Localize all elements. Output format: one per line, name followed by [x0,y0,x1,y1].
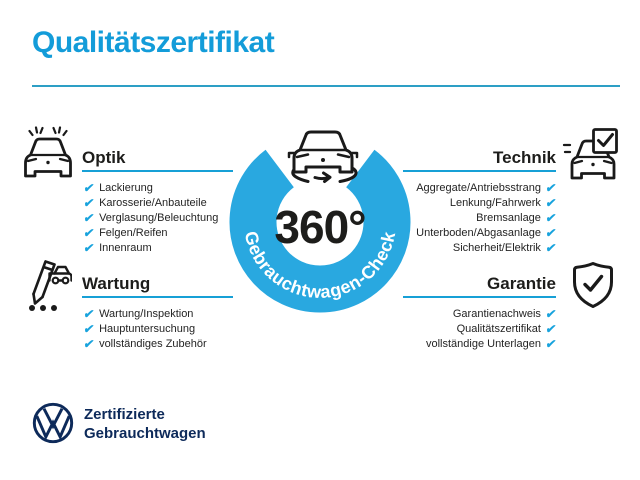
checklist-item [84,180,233,195]
checklist-item-label: Wartung/Inspektion [99,307,194,320]
section-heading: Wartung [82,274,151,293]
pencil-car-icon [24,257,72,313]
check-icon: ✔ [544,225,558,240]
checklist-item-label: Bremsanlage [476,211,541,224]
checklist-item [84,195,233,210]
checklist-item-label: Unterboden/Abgasanlage [416,226,541,239]
checklist-item-label: Sicherheit/Elektrik [452,241,541,254]
section-divider [82,170,233,172]
section-heading: Technik [493,148,556,167]
checklist-item [403,210,556,225]
check-icon: ✔ [82,321,96,336]
section-garantie [403,274,556,351]
check-icon: ✔ [82,306,96,321]
footer-brand-line1: Zertifizierte [84,406,165,423]
checklist-item [84,225,233,240]
check-icon: ✔ [82,240,96,255]
check-icon: ✔ [544,180,558,195]
section-divider [82,296,233,298]
checklist [403,180,556,255]
checklist-item [403,240,556,255]
checklist-item-label: Lackierung [99,181,153,194]
check-icon: ✔ [544,306,558,321]
degree-label: 360° [274,201,366,253]
check-icon: ✔ [544,240,558,255]
car-checkbox-icon [562,128,618,182]
ring-label: Gebrauchtwagen-Check [240,229,400,303]
checklist-item [403,306,556,321]
footer-brand-line2: Gebrauchtwagen [84,425,206,442]
check-icon: ✔ [544,210,558,225]
section-wartung [82,274,233,351]
section-optik [82,148,233,255]
checklist-item [84,336,233,351]
checklist-item-label: Garantienachweis [452,307,541,320]
check-icon: ✔ [544,195,558,210]
check-icon: ✔ [82,225,96,240]
checklist-item-label: Felgen/Reifen [99,226,168,239]
checklist-item-label: Karosserie/Anbauteile [99,196,207,209]
rotating-car-icon [282,126,364,186]
checklist [403,306,556,351]
section-technik [403,148,556,255]
checklist-item [403,225,556,240]
car-shine-icon [24,126,72,180]
checklist-item [403,180,556,195]
check-icon: ✔ [544,336,558,351]
checklist-item [84,210,233,225]
checklist-item-label: Innenraum [99,241,152,254]
checklist-item [403,321,556,336]
checklist-item [84,240,233,255]
section-heading: Garantie [487,274,556,293]
checklist-item-label: vollständige Unterlagen [425,337,541,350]
page-title: Qualitätszertifikat [32,26,275,59]
checklist-item-label: Verglasung/Beleuchtung [99,211,219,224]
shield-check-icon [572,261,614,309]
checklist-item-label: Qualitätszertifikat [456,322,541,335]
checklist-item-label: Lenkung/Fahrwerk [449,196,541,209]
footer-brand-label [84,405,206,443]
section-divider [403,296,556,298]
checklist-item [84,321,233,336]
checklist-item-label: Aggregate/Antriebsstrang [416,181,541,194]
section-heading: Optik [82,148,126,167]
checklist-item [84,306,233,321]
section-divider [403,170,556,172]
check-icon: ✔ [82,210,96,225]
check-icon: ✔ [82,180,96,195]
checklist [82,306,233,351]
check-icon: ✔ [82,336,96,351]
checklist-item [403,195,556,210]
check-icon: ✔ [82,195,96,210]
checklist-item-label: Hauptuntersuchung [99,322,196,335]
checklist-item-label: vollständiges Zubehör [99,337,207,350]
check-icon: ✔ [544,321,558,336]
checklist [82,180,233,255]
vw-logo-icon [32,402,74,444]
checklist-item [403,336,556,351]
title-divider [32,85,620,87]
